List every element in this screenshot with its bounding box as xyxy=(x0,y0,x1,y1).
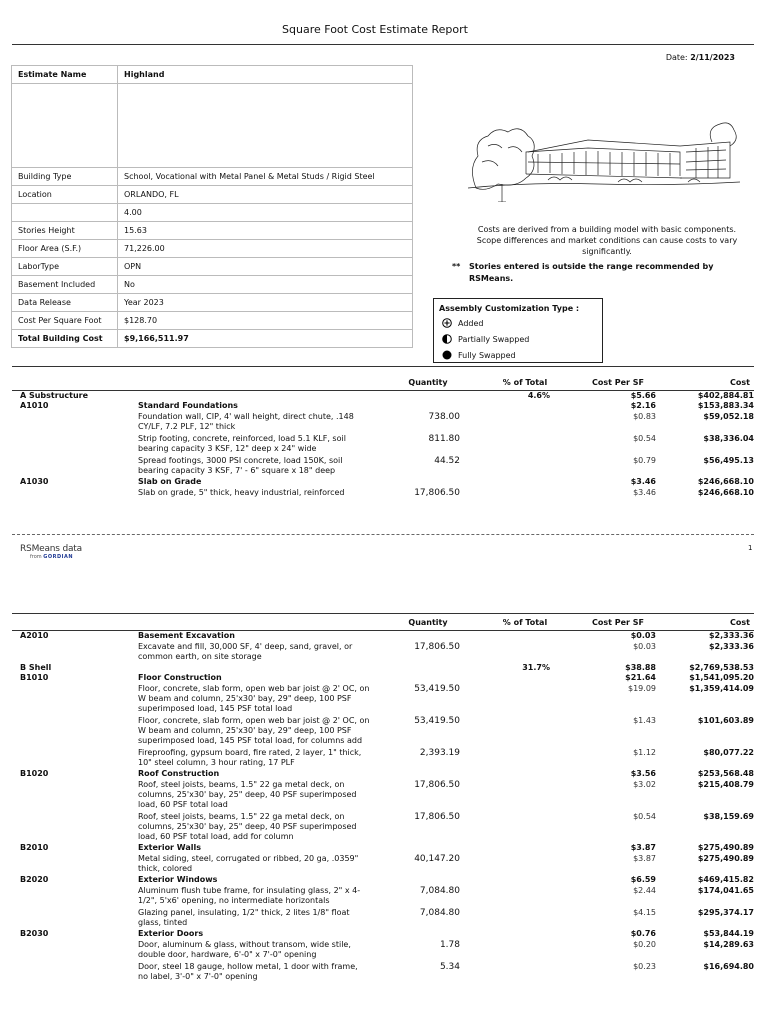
row-cost-per-sf: $0.20 xyxy=(633,940,656,949)
section-row xyxy=(12,401,754,411)
info-value: $128.70 xyxy=(118,312,413,330)
row-cost: $2,333.36 xyxy=(708,631,754,640)
info-label: Building Type xyxy=(12,168,118,186)
row-cost-per-sf: $2.16 xyxy=(630,401,656,410)
cost-table-page2 xyxy=(12,614,754,983)
section-row xyxy=(12,929,754,939)
date-value: 2/11/2023 xyxy=(690,53,735,62)
row-code: A Substructure xyxy=(20,391,89,400)
row-cost: $80,077.22 xyxy=(703,748,754,757)
row-description: Exterior Windows xyxy=(138,875,218,884)
row-cost: $246,668.10 xyxy=(697,477,754,486)
info-row xyxy=(12,294,413,312)
row-pct-total xyxy=(482,401,568,411)
row-cost: $59,052.18 xyxy=(703,412,754,421)
info-row xyxy=(12,204,413,222)
cost-table-body xyxy=(12,631,754,984)
row-cost-per-sf: $4.15 xyxy=(633,908,656,917)
row-pct-total xyxy=(482,875,568,885)
row-quantity: 738.00 xyxy=(428,412,460,422)
row-code: B Shell xyxy=(20,663,52,672)
col-quantity: Quantity xyxy=(374,614,482,631)
cost-table-body xyxy=(12,391,754,500)
row-description: Standard Foundations xyxy=(138,401,238,410)
row-quantity xyxy=(374,401,482,411)
row-pct-total xyxy=(482,907,568,929)
row-quantity: 40,147.20 xyxy=(414,854,460,864)
added-icon xyxy=(442,318,452,328)
row-pct-total xyxy=(482,853,568,875)
info-value: No xyxy=(118,276,413,294)
info-row xyxy=(12,186,413,204)
info-label xyxy=(12,84,118,168)
row-pct-total xyxy=(482,961,568,983)
row-cost-per-sf: $2.44 xyxy=(633,886,656,895)
row-pct-total xyxy=(482,641,568,663)
info-value: ORLANDO, FL xyxy=(118,186,413,204)
info-value: $9,166,511.97 xyxy=(118,330,413,348)
row-quantity: 17,806.50 xyxy=(414,812,460,822)
row-description: Fireproofing, gypsum board, fire rated, 2 layer, 1" thick, 10" steel column, 3 hour rating, 17 PLF xyxy=(138,748,362,767)
info-row-blank xyxy=(12,84,413,168)
row-cost: $56,495.13 xyxy=(703,456,754,465)
legend-title: Assembly Customization Type : xyxy=(439,304,580,313)
row-quantity: 17,806.50 xyxy=(414,642,460,652)
legend-partial xyxy=(442,334,529,344)
row-pct-total xyxy=(482,929,568,939)
row-quantity: 1.78 xyxy=(439,940,460,950)
row-description: Aluminum flush tube frame, for insulating glass, 2" x 4-1/2", 5'x6' opening, no intermediate horizontals xyxy=(138,886,361,905)
row-cost: $246,668.10 xyxy=(697,488,754,497)
row-code xyxy=(12,853,134,875)
row-quantity xyxy=(374,769,482,779)
line-item-row xyxy=(12,641,754,663)
row-code xyxy=(12,411,134,433)
row-quantity: 5.34 xyxy=(439,962,460,972)
row-code xyxy=(12,641,134,663)
table-top-rule xyxy=(12,366,754,367)
row-pct-total xyxy=(482,939,568,961)
partially-swapped-icon xyxy=(442,334,452,344)
row-quantity xyxy=(374,631,482,642)
line-item-row xyxy=(12,907,754,929)
legend-partial-label: Partially Swapped xyxy=(458,334,530,344)
row-pct-total xyxy=(482,811,568,843)
col-quantity: Quantity xyxy=(374,374,482,391)
row-quantity xyxy=(374,929,482,939)
col-cost-per-sf: Cost Per SF xyxy=(568,614,668,631)
title-rule xyxy=(12,44,754,45)
row-quantity: 53,419.50 xyxy=(414,684,460,694)
legend-full xyxy=(442,350,516,360)
row-pct-total xyxy=(482,411,568,433)
row-description: Slab on grade, 5" thick, heavy industrial, reinforced xyxy=(138,488,345,497)
legend-added xyxy=(442,318,484,328)
line-item-row xyxy=(12,487,754,499)
row-cost-per-sf: $1.12 xyxy=(633,748,656,757)
date-label: Date: xyxy=(665,53,688,62)
row-cost-per-sf: $1.43 xyxy=(633,716,656,725)
row-pct-total xyxy=(482,885,568,907)
row-quantity xyxy=(374,477,482,487)
info-value: Year 2023 xyxy=(118,294,413,312)
row-cost-per-sf: $21.64 xyxy=(625,673,656,682)
row-code: A1030 xyxy=(20,477,49,486)
info-label: Floor Area (S.F.) xyxy=(12,240,118,258)
row-cost-per-sf: $3.02 xyxy=(633,780,656,789)
line-item-row xyxy=(12,683,754,715)
line-item-row xyxy=(12,779,754,811)
row-quantity: 7,084.80 xyxy=(419,886,460,896)
row-cost-per-sf: $3.87 xyxy=(630,843,656,852)
line-item-row xyxy=(12,747,754,769)
cost-table-header xyxy=(12,374,754,391)
row-code: B1020 xyxy=(20,769,49,778)
row-pct-total xyxy=(482,843,568,853)
row-cost-per-sf: $0.54 xyxy=(633,812,656,821)
row-quantity: 17,806.50 xyxy=(414,780,460,790)
info-label: Estimate Name xyxy=(12,66,118,84)
info-label xyxy=(12,204,118,222)
section-row xyxy=(12,391,754,402)
row-quantity: 7,084.80 xyxy=(419,908,460,918)
info-row xyxy=(12,222,413,240)
row-quantity xyxy=(374,391,482,402)
row-cost: $14,289.63 xyxy=(703,940,754,949)
row-code xyxy=(12,455,134,477)
line-item-row xyxy=(12,455,754,477)
row-code xyxy=(12,683,134,715)
section-row xyxy=(12,663,754,673)
row-description: Strip footing, concrete, reinforced, load 5.1 KLF, soil bearing capacity 3 KSF, 12" deep x 24" wide xyxy=(138,434,346,453)
row-cost: $1,541,095.20 xyxy=(689,673,754,682)
info-value: 71,226.00 xyxy=(118,240,413,258)
row-cost: $275,490.89 xyxy=(697,843,754,852)
row-pct-total xyxy=(482,673,568,683)
row-code xyxy=(12,961,134,983)
row-description: Spread footings, 3000 PSI concrete, load 150K, soil bearing capacity 3 KSF, 7' - 6" square x 18" deep xyxy=(138,456,343,475)
row-cost: $215,408.79 xyxy=(697,780,754,789)
page-number: 1 xyxy=(748,544,753,552)
row-cost: $275,490.89 xyxy=(697,854,754,863)
logo-subtext: from GORDIAN xyxy=(30,554,74,560)
row-description: Floor Construction xyxy=(138,673,222,682)
row-code xyxy=(12,939,134,961)
row-quantity: 2,393.19 xyxy=(419,748,460,758)
stories-warning xyxy=(452,261,713,285)
row-cost-per-sf: $0.03 xyxy=(630,631,656,640)
info-label: LaborType xyxy=(12,258,118,276)
row-code xyxy=(12,779,134,811)
info-row xyxy=(12,168,413,186)
row-code xyxy=(12,811,134,843)
info-row xyxy=(12,258,413,276)
warning-line2: RSMeans. xyxy=(469,274,514,283)
info-row xyxy=(12,66,413,84)
row-description: Metal siding, steel, corrugated or ribbed, 20 ga, .0359" thick, colored xyxy=(138,854,359,873)
row-cost-per-sf: $38.88 xyxy=(625,663,656,672)
row-description: Foundation wall, CIP, 4' wall height, direct chute, .148 CY/LF, 7.2 PLF, 12" thick xyxy=(138,412,354,431)
line-item-row xyxy=(12,939,754,961)
info-value: School, Vocational with Metal Panel & Metal Studs / Rigid Steel xyxy=(118,168,413,186)
row-code xyxy=(12,907,134,929)
row-description: Roof, steel joists, beams, 1.5" 22 ga metal deck, on columns, 25'x30' bay, 25" deep, 40 PSF superimposed load, 60 PSF total load xyxy=(138,780,357,809)
legend-added-label: Added xyxy=(458,318,484,328)
row-description: Excavate and fill, 30,000 SF, 4' deep, sand, gravel, or common earth, on site storage xyxy=(138,642,353,661)
row-description: Roof, steel joists, beams, 1.5" 22 ga metal deck, on columns, 25'x30' bay, 25" deep, 40 PSF superimposed load, 60 PSF total load, add for column xyxy=(138,812,357,841)
row-cost: $253,568.48 xyxy=(697,769,754,778)
row-description: Roof Construction xyxy=(138,769,220,778)
row-cost-per-sf: $0.54 xyxy=(633,434,656,443)
row-cost: $2,769,538.53 xyxy=(689,663,754,672)
info-label: Cost Per Square Foot xyxy=(12,312,118,330)
report-title: Square Foot Cost Estimate Report xyxy=(282,23,468,36)
row-cost-per-sf: $3.46 xyxy=(630,477,656,486)
logo-text: RSMeans data xyxy=(20,544,82,554)
info-value: Highland xyxy=(118,66,413,84)
row-pct-total xyxy=(482,769,568,779)
row-code: A2010 xyxy=(20,631,49,640)
row-description: Glazing panel, insulating, 1/2" thick, 2 lites 1/8" float glass, tinted xyxy=(138,908,350,927)
row-quantity xyxy=(374,673,482,683)
row-code xyxy=(12,885,134,907)
assembly-legend xyxy=(433,298,603,363)
row-pct-total xyxy=(482,477,568,487)
rsmeans-logo xyxy=(20,544,82,560)
row-pct-total xyxy=(482,683,568,715)
row-code xyxy=(12,747,134,769)
legend-full-label: Fully Swapped xyxy=(458,350,516,360)
row-cost-per-sf: $19.09 xyxy=(628,684,656,693)
cost-table-header xyxy=(12,614,754,631)
row-description: Exterior Doors xyxy=(138,929,204,938)
col-pct-total: % of Total xyxy=(482,614,568,631)
row-cost: $469,415.82 xyxy=(697,875,754,884)
row-cost-per-sf: $3.87 xyxy=(633,854,656,863)
row-description: Floor, concrete, slab form, open web bar joist @ 2' OC, on W beam and column, 25'x30' bay, 29" deep, 100 PSF superimposed load, 145 PSF total load, for columns add xyxy=(138,716,370,745)
section-row xyxy=(12,631,754,642)
row-code xyxy=(12,487,134,499)
line-item-row xyxy=(12,715,754,747)
row-cost: $38,336.04 xyxy=(703,434,754,443)
row-code: A1010 xyxy=(20,401,49,410)
row-cost-per-sf: $5.66 xyxy=(630,391,656,400)
row-cost-per-sf: $3.56 xyxy=(630,769,656,778)
col-cost: Cost xyxy=(668,614,754,631)
info-value xyxy=(118,84,413,168)
section-row xyxy=(12,843,754,853)
info-row xyxy=(12,276,413,294)
section-row xyxy=(12,875,754,885)
row-cost: $153,883.34 xyxy=(697,401,754,410)
section-row xyxy=(12,477,754,487)
row-description: Slab on Grade xyxy=(138,477,202,486)
row-cost-per-sf: $6.59 xyxy=(630,875,656,884)
row-quantity xyxy=(374,663,482,673)
row-pct-total xyxy=(482,433,568,455)
line-item-row xyxy=(12,411,754,433)
page-break-line xyxy=(12,534,754,535)
row-description xyxy=(134,663,374,673)
info-row-total xyxy=(12,330,413,348)
col-pct-total: % of Total xyxy=(482,374,568,391)
section-row xyxy=(12,673,754,683)
row-code: B2030 xyxy=(20,929,49,938)
row-cost: $1,359,414.09 xyxy=(689,684,754,693)
row-cost: $174,041.65 xyxy=(697,886,754,895)
info-row xyxy=(12,240,413,258)
row-cost-per-sf: $0.23 xyxy=(633,962,656,971)
info-label: Stories Height xyxy=(12,222,118,240)
section-row xyxy=(12,769,754,779)
info-label: Total Building Cost xyxy=(12,330,118,348)
row-quantity xyxy=(374,843,482,853)
row-cost: $2,333.36 xyxy=(708,642,754,651)
warning-line1: Stories entered is outside the range recommended by xyxy=(469,262,714,271)
row-description: Door, aluminum & glass, without transom, wide stile, double door, hardware, 6'-0" x 7'-0" opening xyxy=(138,940,351,959)
row-cost: $402,884.81 xyxy=(697,391,754,400)
row-code xyxy=(12,715,134,747)
row-description xyxy=(134,391,374,402)
row-quantity: 53,419.50 xyxy=(414,716,460,726)
line-item-row xyxy=(12,885,754,907)
col-cost-per-sf: Cost Per SF xyxy=(568,374,668,391)
row-cost: $16,694.80 xyxy=(703,962,754,971)
cost-disclaimer: Costs are derived from a building model with basic components. Scope differences and market conditions can cause costs to vary significantly. xyxy=(476,225,738,256)
info-value: OPN xyxy=(118,258,413,276)
col-cost: Cost xyxy=(668,374,754,391)
row-description: Exterior Walls xyxy=(138,843,201,852)
row-pct-total: 4.6% xyxy=(527,391,550,400)
row-cost: $38,159.69 xyxy=(703,812,754,821)
line-item-row xyxy=(12,811,754,843)
row-pct-total xyxy=(482,487,568,499)
row-cost-per-sf: $3.46 xyxy=(633,488,656,497)
row-pct-total xyxy=(482,779,568,811)
row-code: B2020 xyxy=(20,875,49,884)
info-label: Location xyxy=(12,186,118,204)
row-cost: $295,374.17 xyxy=(697,908,754,917)
row-cost-per-sf: $0.76 xyxy=(630,929,656,938)
row-cost: $101,603.89 xyxy=(697,716,754,725)
info-value: 15.63 xyxy=(118,222,413,240)
row-quantity: 44.52 xyxy=(434,456,460,466)
report-date xyxy=(666,53,735,62)
row-description: Basement Excavation xyxy=(138,631,235,640)
row-description: Floor, concrete, slab form, open web bar joist @ 2' OC, on W beam and column, 25'x30' bay, 29" deep, 100 PSF superimposed load, 145 PSF total load xyxy=(138,684,370,713)
row-pct-total xyxy=(482,455,568,477)
fully-swapped-icon xyxy=(442,350,452,360)
row-code: B1010 xyxy=(20,673,49,682)
row-cost-per-sf: $0.83 xyxy=(633,412,656,421)
row-pct-total xyxy=(482,747,568,769)
row-code xyxy=(12,433,134,455)
row-quantity xyxy=(374,875,482,885)
info-row xyxy=(12,312,413,330)
row-cost: $53,844.19 xyxy=(703,929,754,938)
row-code: B2010 xyxy=(20,843,49,852)
cost-table-page1 xyxy=(12,374,754,499)
row-cost-per-sf: $0.79 xyxy=(633,456,656,465)
row-quantity: 17,806.50 xyxy=(414,488,460,498)
row-description: Door, steel 18 gauge, hollow metal, 1 door with frame, no label, 3'-0" x 7'-0" opening xyxy=(138,962,358,981)
info-value: 4.00 xyxy=(118,204,413,222)
line-item-row xyxy=(12,961,754,983)
row-pct-total xyxy=(482,715,568,747)
row-pct-total xyxy=(482,631,568,642)
building-illustration xyxy=(468,118,740,202)
info-label: Basement Included xyxy=(12,276,118,294)
row-quantity: 811.80 xyxy=(428,434,460,444)
info-label: Data Release xyxy=(12,294,118,312)
estimate-info-table xyxy=(11,65,413,348)
row-cost-per-sf: $0.03 xyxy=(633,642,656,651)
row-pct-total: 31.7% xyxy=(522,663,550,672)
line-item-row xyxy=(12,433,754,455)
line-item-row xyxy=(12,853,754,875)
warning-stars: ** xyxy=(452,262,461,271)
